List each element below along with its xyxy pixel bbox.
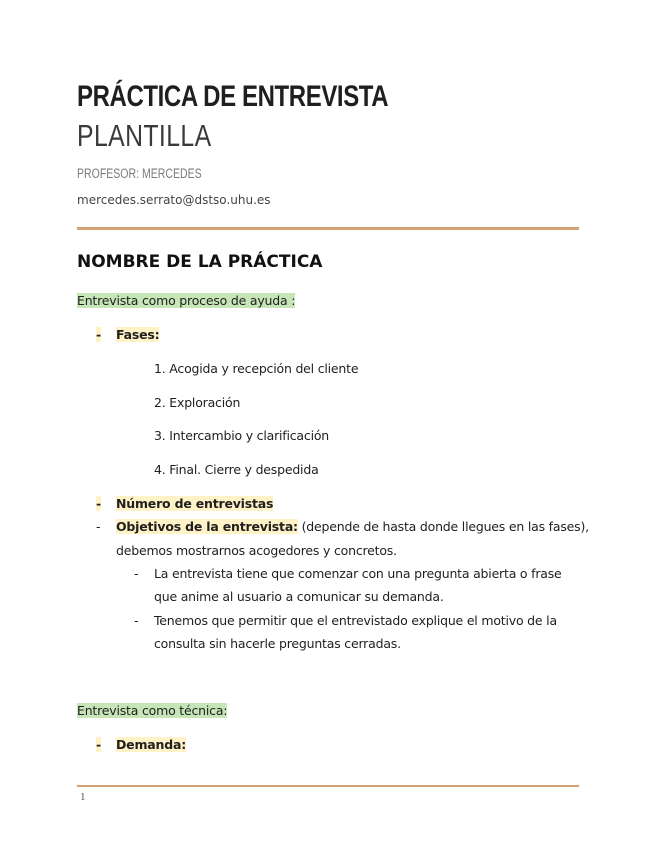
objetivos-text: (depende de hasta donde llegues en las fases), <box>297 519 589 534</box>
top-divider <box>77 227 579 230</box>
demanda-label <box>116 737 186 752</box>
section-title: NOMBRE DE LA PRÁCTICA <box>77 252 323 272</box>
demanda-label-text: Demanda: <box>116 737 186 752</box>
numero-entrevistas-label <box>116 496 273 511</box>
fases-label-text: Fases: <box>116 327 160 342</box>
profesor-label: PROFESOR: MERCEDES <box>77 166 202 181</box>
sub-item-line: consulta sin hacerle preguntas cerradas. <box>154 636 401 651</box>
objetivos-line <box>116 519 589 534</box>
sub-item-line: Tenemos que permitir que el entrevistado explique el motivo de la <box>154 613 557 628</box>
fase-item: 1. Acogida y recepción del cliente <box>154 361 359 376</box>
block2-heading <box>77 703 227 718</box>
objetivos-continuation: debemos mostrarnos acogedores y concretos. <box>116 543 397 558</box>
block1-heading <box>77 293 295 308</box>
sub-item-line: que anime al usuario a comunicar su demanda. <box>154 589 444 604</box>
document-subtitle: PLANTILLA <box>77 118 212 153</box>
sub-item-line: La entrevista tiene que comenzar con una pregunta abierta o frase <box>154 566 562 581</box>
email-address: mercedes.serrato@dstso.uhu.es <box>77 193 271 207</box>
demanda-bullet: - <box>96 737 102 752</box>
objetivos-bullet: - <box>96 519 101 534</box>
fases-label <box>116 327 159 342</box>
sub-item-bullet: - <box>134 566 139 581</box>
fases-bullet: - <box>96 327 102 342</box>
sub-item-bullet: - <box>134 613 139 628</box>
block2-heading-text: Entrevista como técnica: <box>77 703 228 718</box>
numero-bullet: - <box>96 496 102 511</box>
footer-divider <box>77 785 579 787</box>
document-title: PRÁCTICA DE ENTREVISTA <box>77 80 389 113</box>
page-number: 1 <box>80 791 86 803</box>
fase-item: 4. Final. Cierre y despedida <box>154 462 319 477</box>
numero-entrevistas-text: Número de entrevistas <box>116 496 274 511</box>
objetivos-label: Objetivos de la entrevista: <box>116 519 298 534</box>
fase-item: 3. Intercambio y clarificación <box>154 428 330 443</box>
block1-heading-text: Entrevista como proceso de ayuda : <box>77 293 296 308</box>
fase-item: 2. Exploración <box>154 395 241 410</box>
